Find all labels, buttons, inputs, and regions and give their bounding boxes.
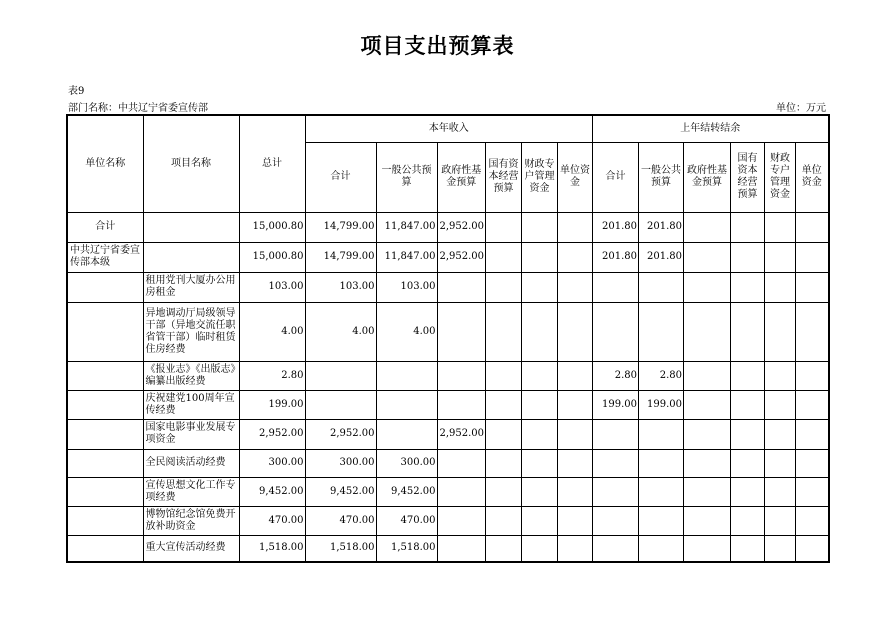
cell-prior-gov-fund (684, 506, 731, 535)
cell-current-special-fund (522, 302, 558, 361)
cell-current-subtotal: 9,452.00 (305, 477, 376, 506)
cell-unit (67, 302, 143, 361)
cell-current-general: 9,452.00 (376, 477, 437, 506)
cell-current-state-capital (486, 390, 522, 419)
cell-prior-subtotal (593, 535, 639, 562)
budget-table (66, 114, 830, 563)
cell-project: 《报业志》《出版志》编纂出版经费 (143, 361, 239, 390)
header-current-subtotal: 合计 (305, 142, 376, 212)
cell-project: 全民阅读活动经费 (143, 449, 239, 477)
cell-current-gov-fund (437, 449, 486, 477)
cell-prior-gov-fund (684, 477, 731, 506)
header-prior-state-capital: 国有资本经营预算 (731, 142, 765, 212)
cell-prior-gov-fund (684, 390, 731, 419)
cell-prior-unit-fund (796, 242, 829, 272)
cell-current-state-capital (486, 449, 522, 477)
cell-current-special-fund (522, 419, 558, 449)
cell-prior-unit-fund (796, 361, 829, 390)
cell-current-special-fund (522, 242, 558, 272)
cell-current-unit-fund (558, 535, 593, 562)
header-prior-unit-fund: 单位资金 (796, 142, 829, 212)
cell-prior-unit-fund (796, 449, 829, 477)
cell-current-unit-fund (558, 302, 593, 361)
cell-unit (67, 449, 143, 477)
cell-prior-unit-fund (796, 272, 829, 302)
cell-unit (67, 272, 143, 302)
cell-prior-subtotal: 199.00 (593, 390, 639, 419)
cell-total: 2.80 (239, 361, 305, 390)
table-row (67, 390, 829, 419)
cell-current-state-capital (486, 302, 522, 361)
cell-current-special-fund (522, 212, 558, 242)
table-row (67, 506, 829, 535)
cell-current-gov-fund (437, 390, 486, 419)
cell-prior-subtotal (593, 506, 639, 535)
table-row (67, 449, 829, 477)
department-name: 部门名称：中共辽宁省委宣传部 (68, 103, 208, 114)
cell-current-gov-fund (437, 506, 486, 535)
cell-prior-state-capital (731, 449, 765, 477)
cell-prior-special-fund (765, 302, 796, 361)
cell-total: 103.00 (239, 272, 305, 302)
cell-project: 异地调动厅局级领导干部（异地交流任职省管干部）临时租赁住房经费 (143, 302, 239, 361)
cell-total: 15,000.80 (239, 242, 305, 272)
cell-project: 宣传思想文化工作专项经费 (143, 477, 239, 506)
cell-project (143, 212, 239, 242)
cell-total: 9,452.00 (239, 477, 305, 506)
cell-prior-unit-fund (796, 419, 829, 449)
cell-prior-special-fund (765, 212, 796, 242)
unit-label: 单位：万元 (776, 103, 826, 114)
cell-prior-unit-fund (796, 477, 829, 506)
cell-prior-subtotal (593, 449, 639, 477)
cell-prior-general (639, 419, 684, 449)
cell-prior-subtotal (593, 272, 639, 302)
cell-current-state-capital (486, 272, 522, 302)
cell-current-general (376, 361, 437, 390)
cell-unit (67, 535, 143, 562)
cell-prior-unit-fund (796, 506, 829, 535)
cell-prior-general (639, 535, 684, 562)
cell-prior-general: 201.80 (639, 242, 684, 272)
cell-prior-special-fund (765, 506, 796, 535)
cell-prior-special-fund (765, 390, 796, 419)
cell-project: 重大宣传活动经费 (143, 535, 239, 562)
cell-current-gov-fund: 2,952.00 (437, 242, 486, 272)
cell-prior-state-capital (731, 419, 765, 449)
cell-prior-subtotal (593, 419, 639, 449)
cell-current-unit-fund (558, 506, 593, 535)
cell-prior-gov-fund (684, 419, 731, 449)
cell-current-subtotal: 14,799.00 (305, 242, 376, 272)
cell-current-unit-fund (558, 477, 593, 506)
table-row (67, 361, 829, 390)
cell-project: 庆祝建党100周年宣传经费 (143, 390, 239, 419)
header-total: 总计 (239, 115, 305, 212)
cell-prior-general (639, 302, 684, 361)
cell-current-unit-fund (558, 212, 593, 242)
cell-unit (67, 477, 143, 506)
cell-unit (67, 390, 143, 419)
cell-current-gov-fund (437, 272, 486, 302)
cell-current-general: 103.00 (376, 272, 437, 302)
cell-current-general: 11,847.00 (376, 242, 437, 272)
cell-project: 租用党刊大厦办公用房租金 (143, 272, 239, 302)
cell-project (143, 242, 239, 272)
cell-prior-state-capital (731, 506, 765, 535)
header-project-name: 项目名称 (143, 115, 239, 212)
cell-current-unit-fund (558, 390, 593, 419)
cell-prior-general: 2.80 (639, 361, 684, 390)
cell-prior-state-capital (731, 361, 765, 390)
cell-current-special-fund (522, 449, 558, 477)
cell-current-unit-fund (558, 419, 593, 449)
cell-current-general: 1,518.00 (376, 535, 437, 562)
cell-prior-unit-fund (796, 212, 829, 242)
cell-current-general: 470.00 (376, 506, 437, 535)
cell-current-gov-fund (437, 535, 486, 562)
cell-current-subtotal: 1,518.00 (305, 535, 376, 562)
cell-prior-subtotal (593, 302, 639, 361)
cell-current-gov-fund (437, 302, 486, 361)
cell-current-state-capital (486, 535, 522, 562)
cell-current-state-capital (486, 419, 522, 449)
cell-prior-special-fund (765, 449, 796, 477)
cell-total: 470.00 (239, 506, 305, 535)
cell-prior-state-capital (731, 302, 765, 361)
table-row (67, 419, 829, 449)
cell-total: 15,000.80 (239, 212, 305, 242)
table-row (67, 535, 829, 562)
cell-current-gov-fund (437, 361, 486, 390)
cell-prior-state-capital (731, 272, 765, 302)
cell-unit (67, 419, 143, 449)
header-prior-special-fund: 财政专户管理资金 (765, 142, 796, 212)
cell-prior-subtotal: 201.80 (593, 212, 639, 242)
cell-prior-state-capital (731, 477, 765, 506)
cell-prior-subtotal (593, 477, 639, 506)
cell-total: 1,518.00 (239, 535, 305, 562)
cell-prior-gov-fund (684, 212, 731, 242)
cell-unit (67, 506, 143, 535)
cell-current-general: 11,847.00 (376, 212, 437, 242)
cell-current-state-capital (486, 506, 522, 535)
header-current-state-capital: 国有资本经营预算 (486, 142, 522, 212)
table-row (67, 212, 829, 242)
cell-prior-gov-fund (684, 361, 731, 390)
header-prior-general-budget: 一般公共预算 (639, 142, 684, 212)
table-number: 表9 (68, 86, 85, 97)
cell-current-unit-fund (558, 449, 593, 477)
header-current-gov-fund: 政府性基金预算 (437, 142, 486, 212)
cell-prior-general: 199.00 (639, 390, 684, 419)
cell-unit: 合计 (67, 212, 143, 242)
cell-current-general (376, 419, 437, 449)
cell-prior-general (639, 272, 684, 302)
cell-current-unit-fund (558, 361, 593, 390)
cell-prior-special-fund (765, 477, 796, 506)
header-current-unit-fund: 单位资金 (558, 142, 593, 212)
cell-current-subtotal: 103.00 (305, 272, 376, 302)
cell-current-subtotal: 2,952.00 (305, 419, 376, 449)
cell-current-gov-fund: 2,952.00 (437, 419, 486, 449)
cell-prior-special-fund (765, 535, 796, 562)
cell-current-state-capital (486, 361, 522, 390)
cell-current-state-capital (486, 477, 522, 506)
cell-current-special-fund (522, 477, 558, 506)
cell-total: 4.00 (239, 302, 305, 361)
header-current-income: 本年收入 (305, 115, 593, 142)
cell-prior-special-fund (765, 272, 796, 302)
page-title: 项目支出预算表 (360, 34, 515, 58)
cell-current-subtotal: 300.00 (305, 449, 376, 477)
cell-current-subtotal: 4.00 (305, 302, 376, 361)
cell-current-special-fund (522, 535, 558, 562)
cell-prior-general (639, 506, 684, 535)
cell-prior-gov-fund (684, 449, 731, 477)
cell-prior-general (639, 449, 684, 477)
cell-total: 300.00 (239, 449, 305, 477)
cell-prior-state-capital (731, 535, 765, 562)
cell-prior-unit-fund (796, 302, 829, 361)
cell-current-special-fund (522, 361, 558, 390)
header-unit-name: 单位名称 (67, 115, 143, 212)
header-current-special-fund: 财政专户管理资金 (522, 142, 558, 212)
cell-unit (67, 361, 143, 390)
cell-current-subtotal (305, 361, 376, 390)
cell-total: 199.00 (239, 390, 305, 419)
cell-prior-general (639, 477, 684, 506)
cell-project: 博物馆纪念馆免费开放补助资金 (143, 506, 239, 535)
cell-project: 国家电影事业发展专项资金 (143, 419, 239, 449)
cell-current-unit-fund (558, 242, 593, 272)
cell-current-special-fund (522, 272, 558, 302)
table-row (67, 272, 829, 302)
cell-prior-general: 201.80 (639, 212, 684, 242)
cell-prior-state-capital (731, 390, 765, 419)
header-prior-gov-fund: 政府性基金预算 (684, 142, 731, 212)
cell-current-state-capital (486, 242, 522, 272)
cell-prior-special-fund (765, 361, 796, 390)
cell-current-state-capital (486, 212, 522, 242)
cell-current-special-fund (522, 506, 558, 535)
cell-prior-gov-fund (684, 242, 731, 272)
cell-prior-state-capital (731, 242, 765, 272)
table-row (67, 477, 829, 506)
cell-current-general: 4.00 (376, 302, 437, 361)
cell-prior-special-fund (765, 419, 796, 449)
cell-total: 2,952.00 (239, 419, 305, 449)
cell-prior-gov-fund (684, 535, 731, 562)
cell-prior-unit-fund (796, 535, 829, 562)
cell-current-special-fund (522, 390, 558, 419)
cell-current-subtotal: 470.00 (305, 506, 376, 535)
cell-prior-unit-fund (796, 390, 829, 419)
cell-current-subtotal (305, 390, 376, 419)
cell-prior-state-capital (731, 212, 765, 242)
header-prior-carryover: 上年结转结余 (593, 115, 829, 142)
cell-prior-subtotal: 2.80 (593, 361, 639, 390)
cell-current-general: 300.00 (376, 449, 437, 477)
table-row (67, 242, 829, 272)
cell-current-subtotal: 14,799.00 (305, 212, 376, 242)
cell-prior-gov-fund (684, 272, 731, 302)
header-current-general-budget: 一般公共预算 (376, 142, 437, 212)
cell-current-general (376, 390, 437, 419)
cell-current-gov-fund: 2,952.00 (437, 212, 486, 242)
cell-unit: 中共辽宁省委宣传部本级 (67, 242, 143, 272)
header-prior-subtotal: 合计 (593, 142, 639, 212)
cell-prior-special-fund (765, 242, 796, 272)
cell-prior-gov-fund (684, 302, 731, 361)
cell-current-gov-fund (437, 477, 486, 506)
table-row (67, 302, 829, 361)
cell-prior-subtotal: 201.80 (593, 242, 639, 272)
cell-current-unit-fund (558, 272, 593, 302)
